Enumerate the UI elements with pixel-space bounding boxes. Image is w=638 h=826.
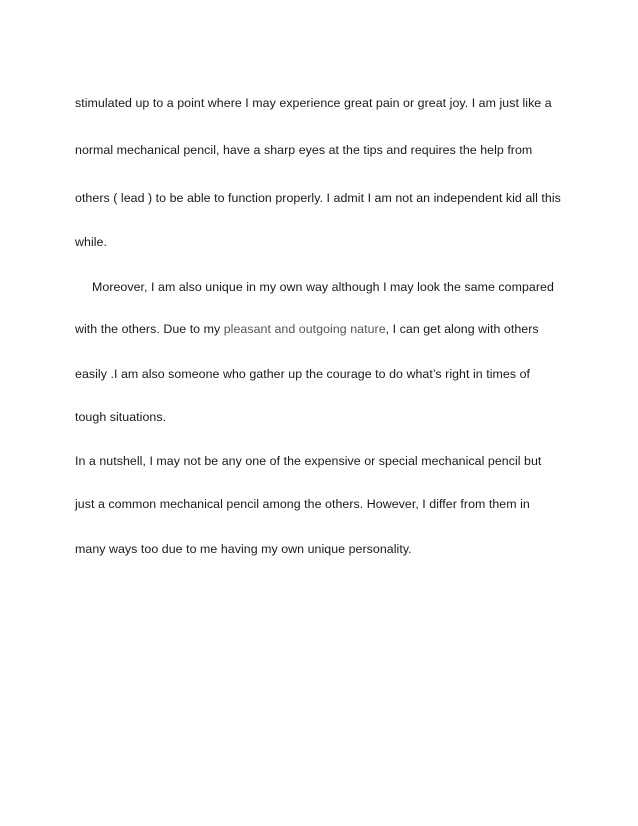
text-line-1: stimulated up to a point where I may experience great pain or great joy. I am just like a [75, 96, 552, 110]
text-line-5: Moreover, I am also unique in my own way although I may look the same compared [92, 280, 554, 294]
text-line-10: just a common mechanical pencil among the others. However, I differ from them in [75, 497, 530, 511]
text-line-6-start: with the others. Due to my [75, 322, 224, 336]
text-line-3: others ( lead ) to be able to function properly. I admit I am not an independent kid all this [75, 191, 561, 205]
text-line-6-end: , I can get along with others [385, 322, 539, 336]
text-line-4: while. [75, 235, 107, 249]
text-line-7: easily .I am also someone who gather up the courage to do what’s right in times of [75, 367, 531, 381]
text-line-11: many ways too due to me having my own unique personality. [75, 542, 412, 556]
text-line-2: normal mechanical pencil, have a sharp eyes at the tips and requires the help from [75, 143, 533, 157]
text-line-6-highlight: pleasant and outgoing nature [223, 322, 386, 336]
text-line-9: In a nutshell, I may not be any one of the expensive or special mechanical pencil but [75, 454, 542, 468]
text-line-6 [75, 321, 539, 337]
text-line-8: tough situations. [75, 410, 167, 424]
